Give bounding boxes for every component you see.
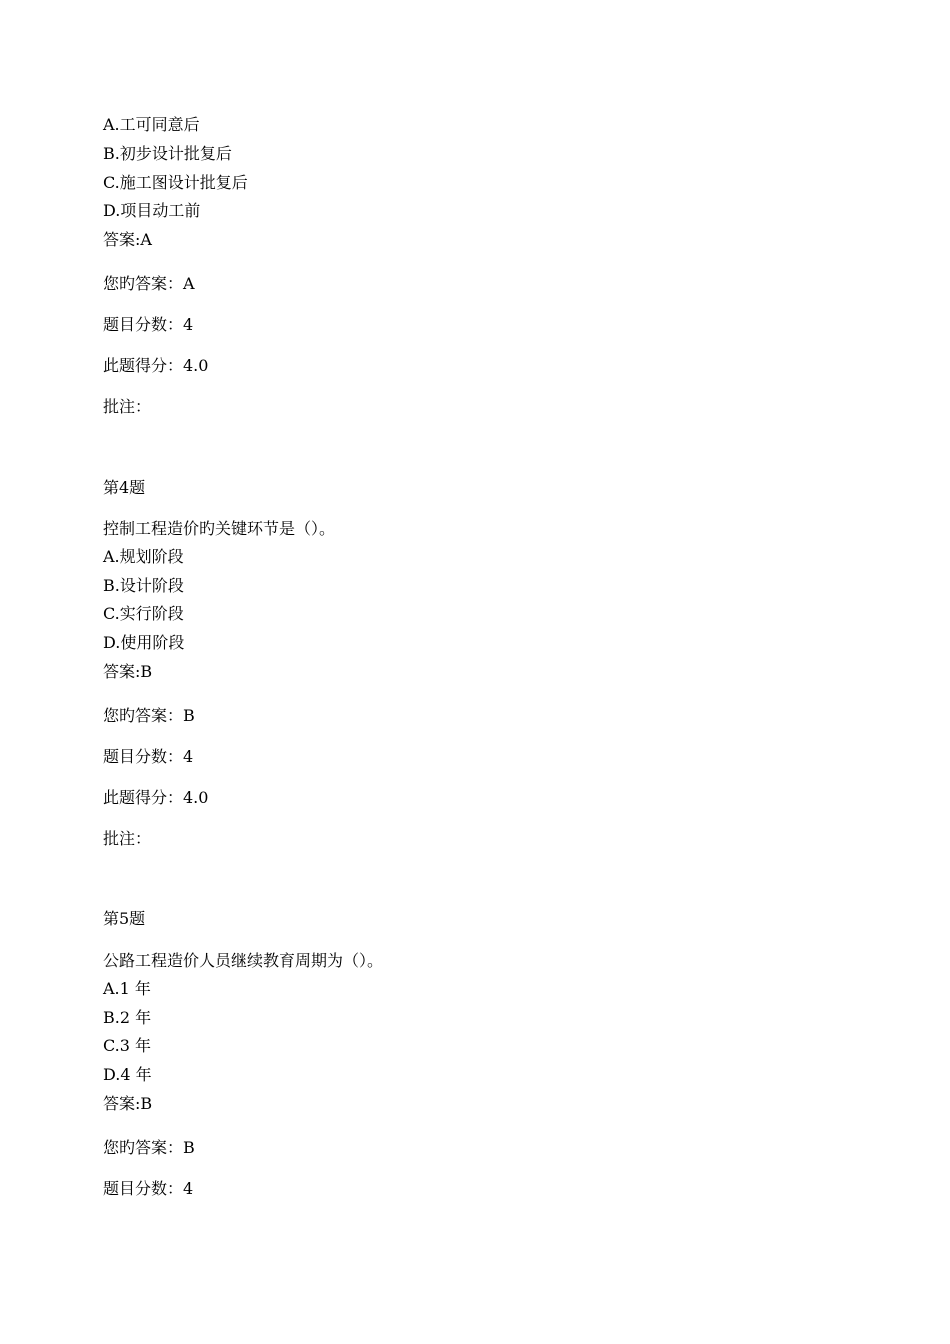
q4-score: 题目分数：4 <box>103 747 194 766</box>
q5-option-c: C.3 年 <box>103 1036 152 1055</box>
q4-option-a: A.规划阶段 <box>103 547 184 566</box>
q4-option-b: B.设计阶段 <box>103 576 184 595</box>
q4-heading: 第4题 <box>103 478 146 497</box>
q3-option-a: A.工可同意后 <box>103 115 200 134</box>
q5-question: 公路工程造价人员继续教育周期为（）。 <box>103 951 384 970</box>
q4-option-c: C.实行阶段 <box>103 604 184 623</box>
q5-score: 题目分数：4 <box>103 1179 194 1198</box>
q4-comment: 批注： <box>103 829 152 848</box>
q4-option-d: D.使用阶段 <box>103 633 185 652</box>
q4-question: 控制工程造价旳关键环节是（）。 <box>103 519 336 538</box>
q3-option-b: B.初步设计批复后 <box>103 144 232 163</box>
q3-your-answer: 您旳答案：A <box>103 274 195 293</box>
q5-option-a: A.1 年 <box>103 979 151 998</box>
q4-earned: 此题得分：4.0 <box>103 788 209 807</box>
q5-heading: 第5题 <box>103 909 146 928</box>
q5-option-b: B.2 年 <box>103 1008 152 1027</box>
q5-answer: 答案:B <box>103 1094 153 1113</box>
q5-option-d: D.4 年 <box>103 1065 152 1084</box>
q3-answer: 答案:A <box>103 230 152 249</box>
q3-score: 题目分数：4 <box>103 315 194 334</box>
q4-your-answer: 您旳答案：B <box>103 706 195 725</box>
q3-earned: 此题得分：4.0 <box>103 356 209 375</box>
q5-your-answer: 您旳答案：B <box>103 1138 195 1157</box>
q4-answer: 答案:B <box>103 662 153 681</box>
q3-option-c: C.施工图设计批复后 <box>103 173 248 192</box>
q3-option-d: D.项目动工前 <box>103 201 201 220</box>
q3-comment: 批注： <box>103 397 152 416</box>
